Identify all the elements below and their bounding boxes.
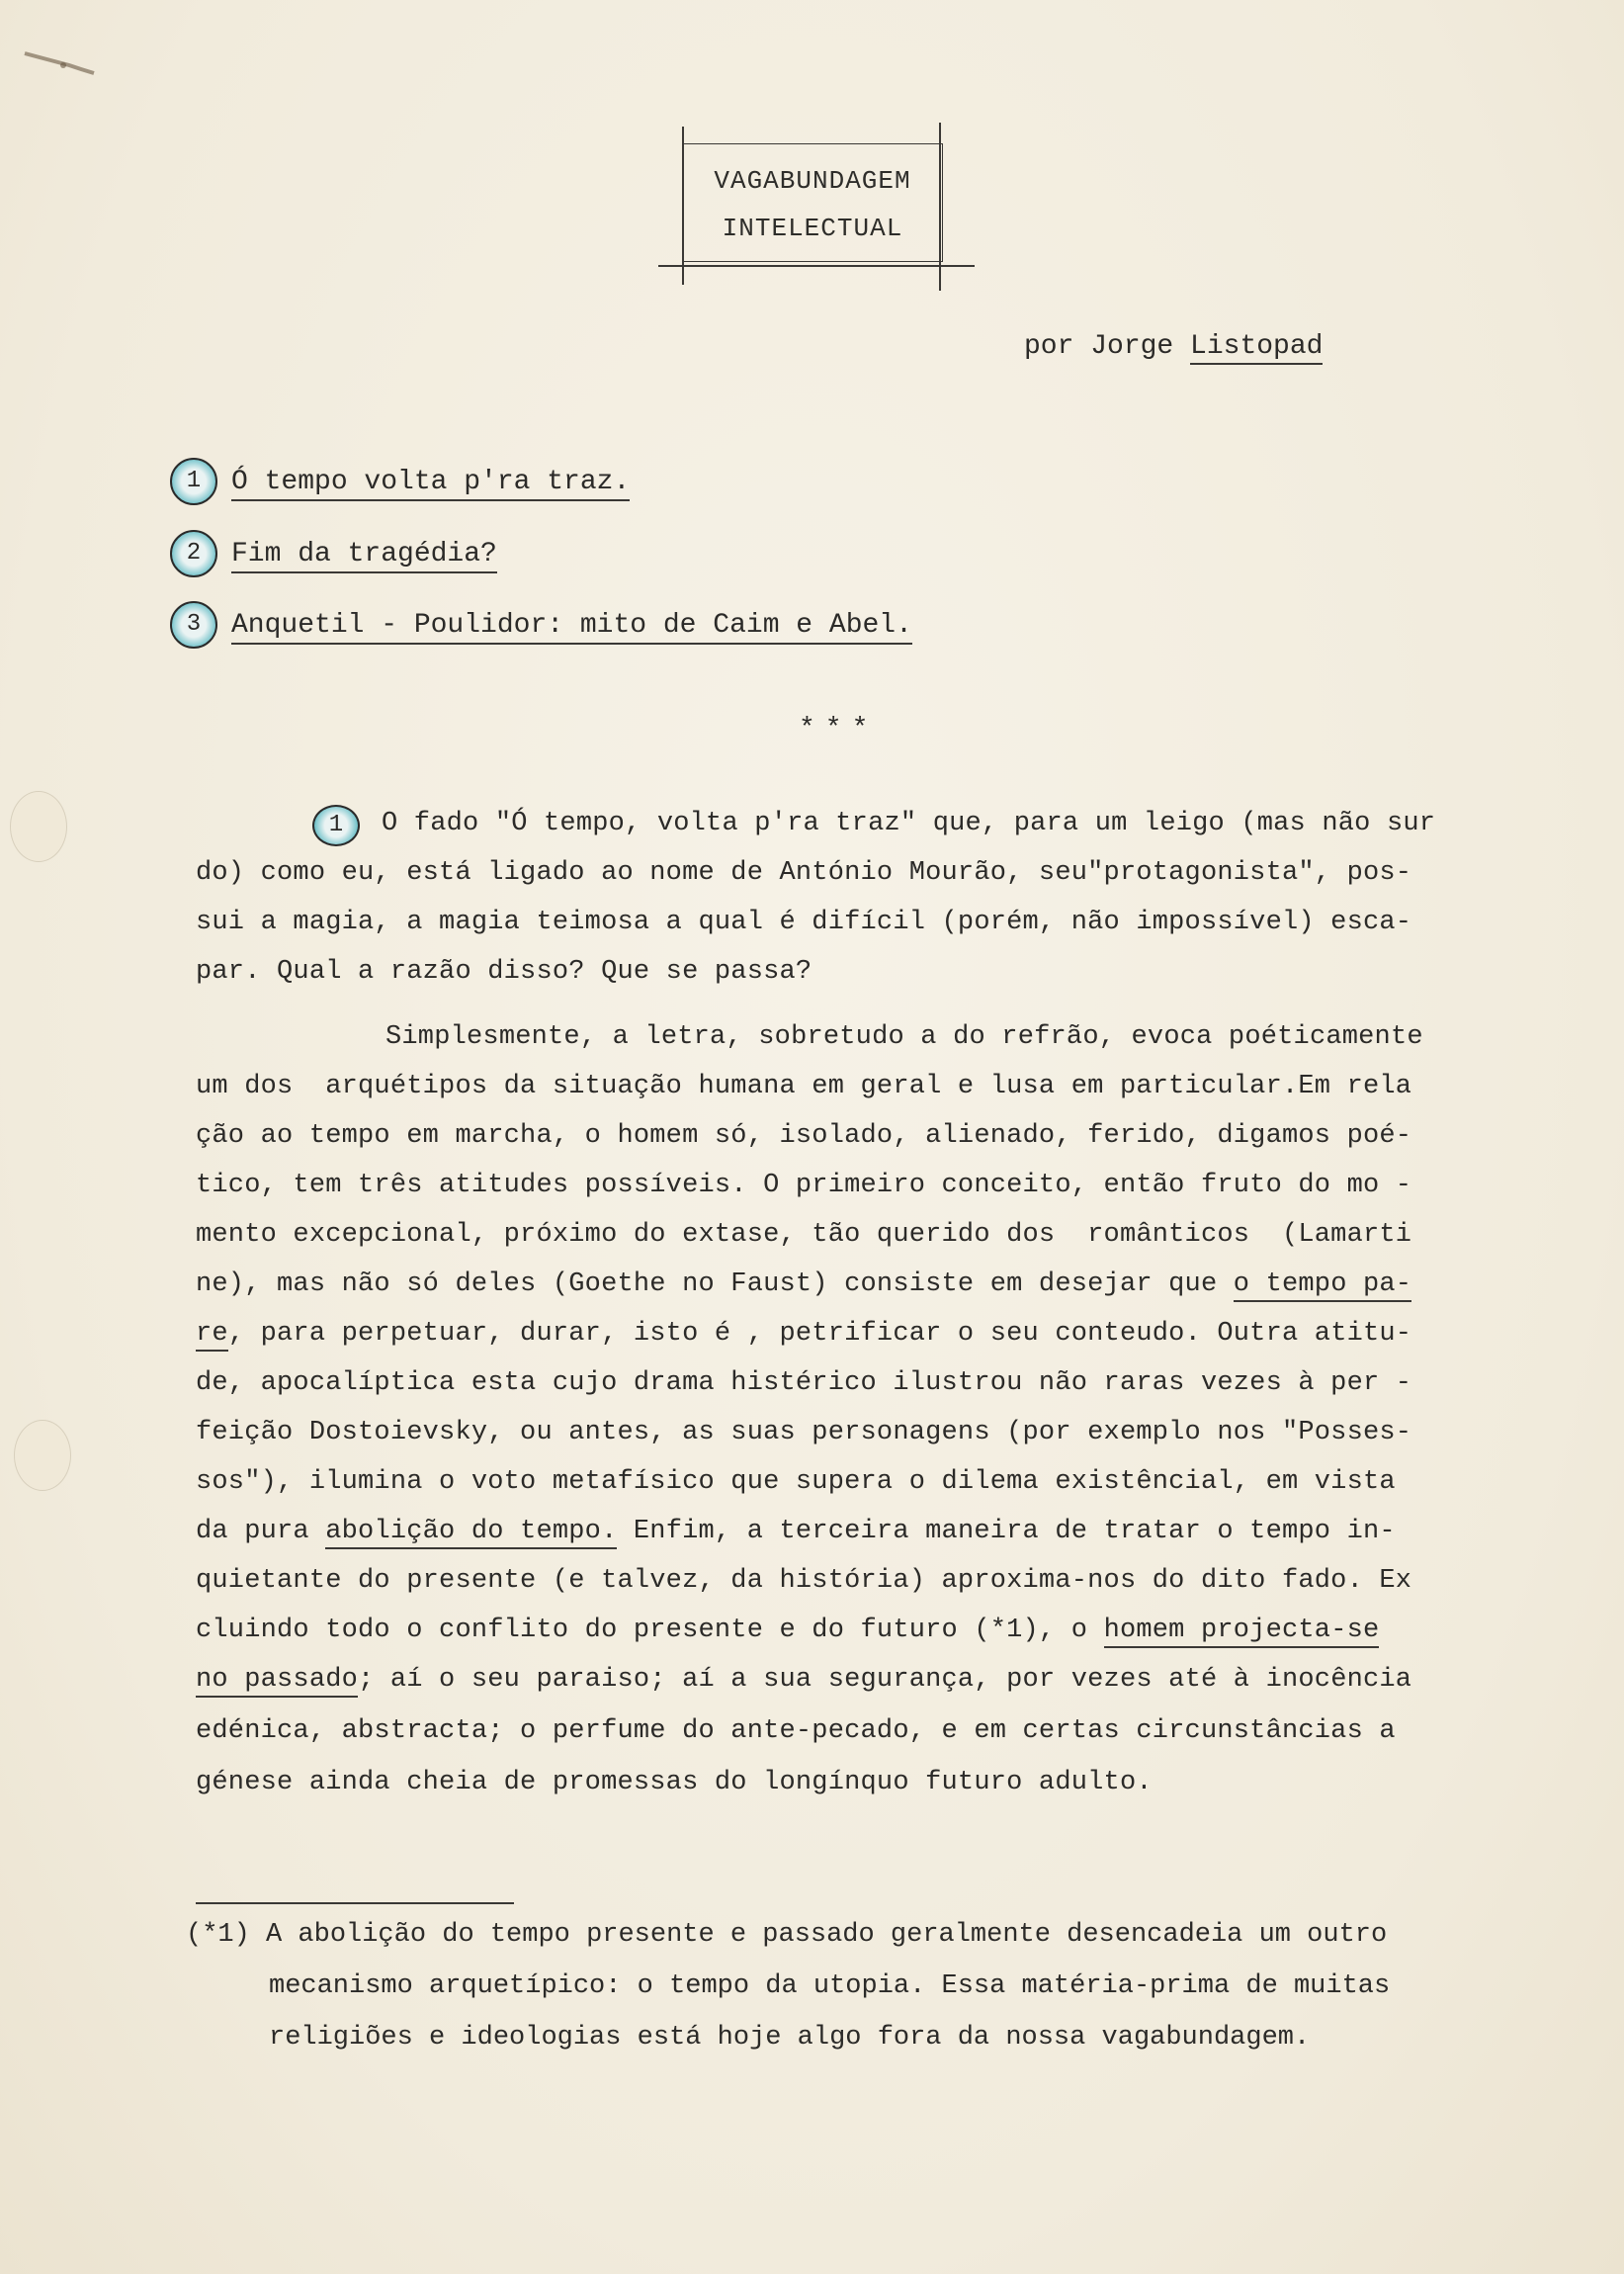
paragraph-line: quietante do presente (e talvez, da história) aproxima-nos do dito fado. Ex [196,1566,1412,1596]
paragraph-line [196,1319,1411,1349]
footnote-line: mecanismo arquetípico: o tempo da utopia. Essa matéria-prima de muitas [269,1971,1391,2001]
paragraph-line: ção ao tempo em marcha, o homem só, isolado, alienado, ferido, digamos poé- [196,1121,1412,1151]
underlined-phrase: abolição do tempo. [325,1517,617,1549]
paragraph-line: de, apocalíptica esta cujo drama histérico ilustrou não raras vezes à per - [196,1368,1412,1398]
paragraph-line [196,1269,1411,1299]
underlined-phrase: homem projecta-se [1104,1616,1380,1648]
paragraph-line [196,1616,1379,1645]
toc-number-3: 3 [170,601,217,649]
toc-item-1 [170,458,630,505]
byline-prefix: por Jorge [1024,331,1191,362]
author-name: Listopad [1190,331,1323,365]
toc-text-1: Ó tempo volta p'ra traz. [231,467,630,501]
toc-number-2: 2 [170,530,217,577]
paragraph-line: do) como eu, está ligado ao nome de António Mourão, seu"protagonista", pos- [196,858,1412,888]
punch-hole-bottom [14,1420,71,1491]
byline [1024,331,1323,362]
text-run: Enfim, a terceira maneira de tratar o tempo in- [617,1517,1396,1546]
paragraph-line: par. Qual a razão disso? Que se passa? [196,957,812,987]
underlined-phrase: o tempo pa- [1234,1269,1411,1302]
toc-text-3: Anquetil - Poulidor: mito de Caim e Abel. [231,610,912,645]
paragraph-line: sos"), ilumina o voto metafísico que supera o dilema existêncial, em vista [196,1467,1396,1497]
toc-text-2: Fim da tragédia? [231,539,497,573]
underlined-phrase: no passado [196,1665,358,1698]
paragraph-line: sui a magia, a magia teimosa a qual é difícil (porém, não impossível) esca- [196,908,1412,937]
section-separator: *** [799,714,879,744]
paragraph-line: edénica, abstracta; o perfume do ante-pecado, e em certas circunstâncias a [196,1716,1396,1746]
text-run: , para perpetuar, durar, isto é , petrificar o seu conteudo. Outra atitu- [227,1319,1412,1349]
paragraph-line: génese ainda cheia de promessas do longínquo futuro adulto. [196,1768,1153,1797]
footnote-rule [196,1902,514,1904]
paragraph-line: tico, tem três atitudes possíveis. O primeiro conceito, então fruto do mo - [196,1171,1412,1200]
text-run: ; aí o seu paraiso; aí a sua segurança, por vezes até à inocência [358,1665,1412,1695]
text-run: ne), mas não só deles (Goethe no Faust) consiste em desejar que [196,1269,1234,1299]
paragraph-line: um dos arquétipos da situação humana em geral e lusa em particular.Em rela [196,1072,1412,1101]
footnote-line: religiões e ideologias está hoje algo fora da nossa vagabundagem. [269,2023,1311,2053]
paragraph-line: mento excepcional, próximo do extase, tão querido dos românticos (Lamarti [196,1220,1412,1250]
title-line-1: VAGABUNDAGEM [714,166,911,196]
title-frame-line [658,265,975,267]
ink-smudge [20,40,109,79]
paragraph-line [196,1517,1396,1546]
toc-number-1: 1 [170,458,217,505]
underlined-phrase: re [196,1319,228,1352]
text-run: cluindo todo o conflito do presente e do futuro (*1), o [196,1616,1104,1645]
text-run: da pura [196,1517,326,1546]
paragraph-line [196,1665,1411,1695]
title-line-2: INTELECTUAL [722,214,903,243]
toc-item-3 [170,601,912,649]
section-number: 1 [312,805,360,846]
toc-item-2 [170,530,497,577]
paragraph-line: Simplesmente, a letra, sobretudo a do refrão, evoca poéticamente [385,1022,1423,1052]
footnote-line: (*1) A abolição do tempo presente e passado geralmente desencadeia um outro [186,1920,1388,1950]
title-box [682,143,943,262]
paragraph-line: O fado "Ó tempo, volta p'ra traz" que, para um leigo (mas não sur [382,809,1436,838]
punch-hole-top [10,791,67,862]
paragraph-line: feição Dostoievsky, ou antes, as suas personagens (por exemplo nos "Posses- [196,1418,1412,1447]
